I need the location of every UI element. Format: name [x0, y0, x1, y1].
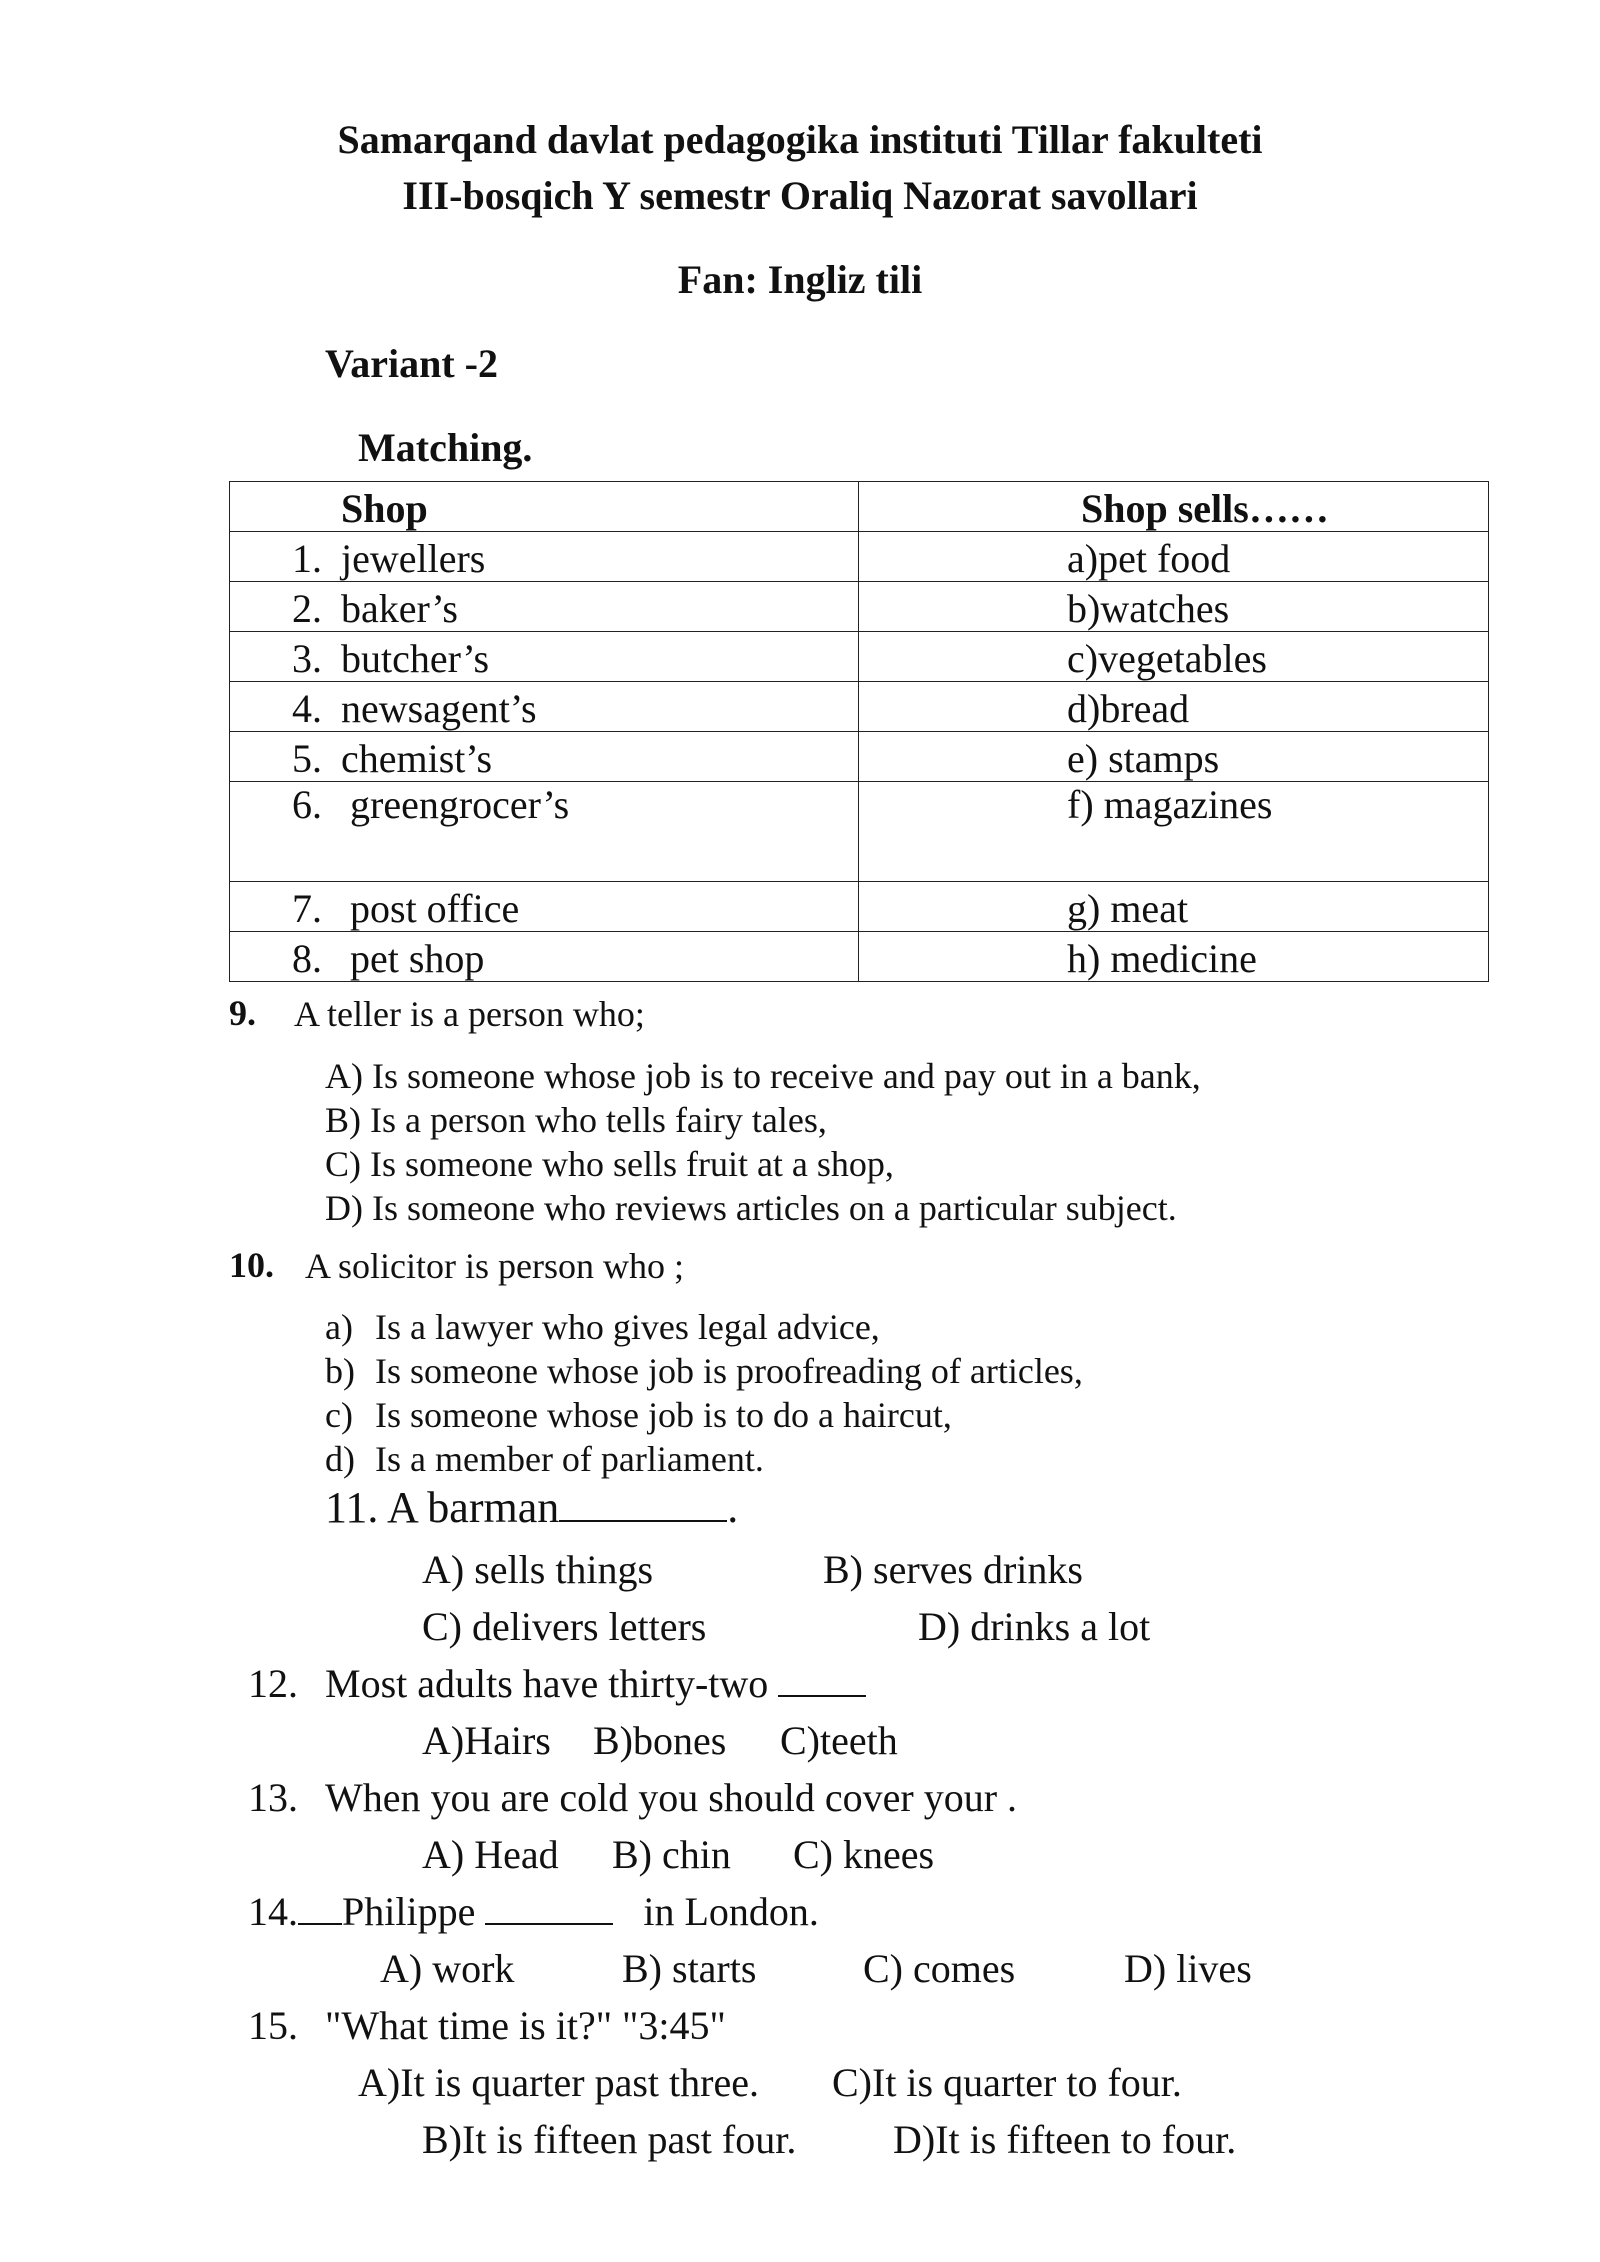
q15-option-a: A)It is quarter past three. [358, 2060, 759, 2105]
shop-name: pet shop [350, 936, 485, 981]
q15-option-d: D)It is fifteen to four. [893, 2117, 1237, 2162]
table-row [230, 532, 1489, 582]
q14-name: Philippe [342, 1889, 476, 1934]
q9-option-d: D) Is someone who reviews articles on a particular subject. [325, 1188, 1177, 1228]
q14-option-c: C) comes [863, 1946, 1016, 1991]
shop-sells: b)watches [1067, 586, 1230, 631]
q10-option-a-letter: a) [325, 1307, 353, 1347]
q14-option-d: D) lives [1124, 1946, 1252, 1991]
q9-text: A teller is a person who; [294, 994, 645, 1034]
shop-sells: e) stamps [1067, 736, 1220, 781]
row-number: 7. [292, 886, 322, 931]
q15-number: 15. [248, 2003, 298, 2048]
q12-option-c: C)teeth [780, 1718, 898, 1763]
q13-number: 13. [248, 1775, 298, 1820]
q13-text: When you are cold you should cover your . [325, 1775, 1018, 1820]
col-shop-header: Shop [341, 486, 428, 531]
shop-sells: c)vegetables [1067, 636, 1267, 681]
table-row [230, 782, 1489, 882]
table-row [230, 632, 1489, 682]
q15-option-c: C)It is quarter to four. [832, 2060, 1182, 2105]
shop-sells: g) meat [1067, 886, 1189, 931]
answer-blank [485, 1891, 613, 1925]
table-row [230, 882, 1489, 932]
q10-number: 10. [229, 1245, 274, 1285]
shop-sells: h) medicine [1067, 936, 1257, 981]
variant-label: Variant -2 [325, 341, 498, 386]
shop-name: chemist’s [341, 736, 493, 781]
exam-title: III-bosqich Y semestr Oraliq Nazorat savollari [402, 173, 1198, 218]
row-number: 1. [292, 536, 322, 581]
shop-name: greengrocer’s [350, 782, 570, 827]
q9-option-a: A) Is someone whose job is to receive and pay out in a bank, [325, 1056, 1201, 1096]
answer-blank [778, 1663, 866, 1697]
q13-option-c: C) knees [793, 1832, 935, 1877]
q10-option-c: Is someone whose job is to do a haircut, [375, 1395, 952, 1435]
shop-name: butcher’s [341, 636, 490, 681]
q11-option-a: A) sells things [422, 1547, 654, 1592]
q14-number: 14. [248, 1889, 298, 1934]
q12-option-a: A)Hairs [422, 1718, 551, 1763]
matching-table [229, 481, 1489, 982]
q12-question [325, 1660, 866, 1707]
q11-end: . [727, 1483, 739, 1532]
table-row [230, 732, 1489, 782]
q9-number: 9. [229, 993, 256, 1033]
q11-question [325, 1482, 738, 1533]
table-row [230, 682, 1489, 732]
subject-title: Fan: Ingliz tili [677, 257, 923, 302]
q9-option-b: B) Is a person who tells fairy tales, [325, 1100, 827, 1140]
shop-name: baker’s [341, 586, 458, 631]
shop-name: post office [350, 886, 520, 931]
q14-option-a: A) work [380, 1946, 515, 1991]
institute-title: Samarqand davlat pedagogika instituti Tillar fakulteti [337, 117, 1263, 162]
shop-name: jewellers [341, 536, 486, 581]
row-number: 8. [292, 936, 322, 981]
q14-question [248, 1888, 819, 1935]
q9-option-c: C) Is someone who sells fruit at a shop, [325, 1144, 894, 1184]
q15-text: "What time is it?" "3:45" [325, 2003, 726, 2048]
q10-option-a: Is a lawyer who gives legal advice, [375, 1307, 880, 1347]
q12-option-b: B)bones [593, 1718, 727, 1763]
row-number: 4. [292, 686, 322, 731]
q10-option-c-letter: c) [325, 1395, 353, 1435]
q11-option-c: C) delivers letters [422, 1604, 707, 1649]
row-number: 3. [292, 636, 322, 681]
q10-option-d: Is a member of parliament. [375, 1439, 764, 1479]
q11-option-b: B) serves drinks [823, 1547, 1083, 1592]
q15-option-b: B)It is fifteen past four. [422, 2117, 797, 2162]
q10-text: A solicitor is person who ; [305, 1246, 684, 1286]
col-sells-header: Shop sells…… [1081, 486, 1329, 531]
shop-sells: d)bread [1067, 686, 1190, 731]
q10-option-b-letter: b) [325, 1351, 355, 1391]
q12-text: Most adults have thirty-two [325, 1661, 769, 1706]
shop-sells: a)pet food [1067, 536, 1231, 581]
shop-name: newsagent’s [341, 686, 537, 731]
q11-text: 11. A barman [325, 1483, 560, 1532]
table-header-row [230, 482, 1489, 532]
shop-sells: f) magazines [1067, 782, 1273, 827]
section-title: Matching. [358, 425, 533, 470]
q12-number: 12. [248, 1661, 298, 1706]
answer-blank [298, 1891, 342, 1925]
q13-option-b: B) chin [612, 1832, 731, 1877]
q14-option-b: B) starts [622, 1946, 757, 1991]
q10-option-d-letter: d) [325, 1439, 355, 1479]
q14-rest: in London. [643, 1889, 819, 1934]
row-number: 2. [292, 586, 322, 631]
table-row [230, 932, 1489, 982]
row-number: 6. [292, 782, 322, 827]
table-row [230, 582, 1489, 632]
q11-option-d: D) drinks a lot [918, 1604, 1151, 1649]
q13-option-a: A) Head [422, 1832, 559, 1877]
row-number: 5. [292, 736, 322, 781]
answer-blank [559, 1488, 727, 1522]
q10-option-b: Is someone whose job is proofreading of articles, [375, 1351, 1083, 1391]
